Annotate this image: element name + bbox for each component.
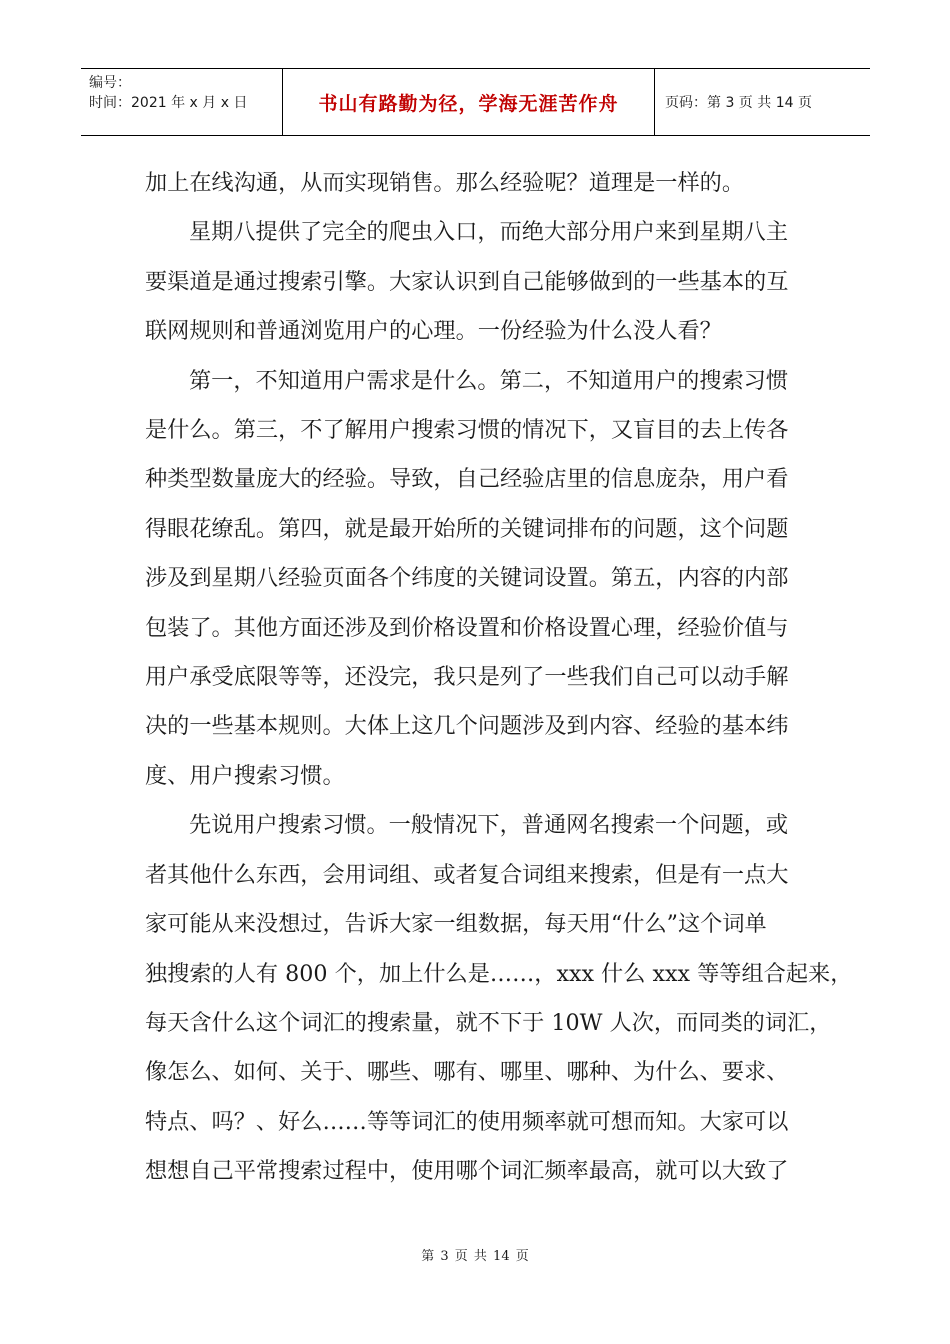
body-line: 得眼花缭乱。第四，就是最开始所的关键词排布的问题，这个问题 — [145, 515, 789, 542]
footer-page-number: 第 3 页 共 14 页 — [421, 1249, 529, 1264]
document-number-label: 编号： — [89, 75, 131, 91]
body-line: 决的一些基本规则。大体上这几个问题涉及到内容、经验的基本纬 — [145, 713, 789, 740]
header-page-info-cell — [655, 69, 870, 135]
body-line: 是什么。第三，不了解用户搜索习惯的情况下，又盲目的去上传各 — [145, 417, 789, 444]
document-date: 时间：2021 年 x 月 x 日 — [89, 95, 248, 111]
body-line: 涉及到星期八经验页面各个纬度的关键词设置。第五，内容的内部 — [145, 565, 789, 592]
body-line: 用户承受底限等等，还没完，我只是列了一些我们自己可以动手解 — [145, 664, 789, 691]
header-motto-cell — [283, 69, 655, 135]
page-footer — [0, 1245, 950, 1264]
body-line: 想想自己平常搜索过程中，使用哪个词汇频率最高，就可以大致了 — [145, 1158, 789, 1185]
body-line: 星期八提供了完全的爬虫入口，而绝大部分用户来到星期八主 — [189, 219, 789, 246]
header-motto: 书山有路勤为径，学海无涯苦作舟 — [318, 92, 619, 115]
document-body — [145, 159, 853, 1197]
body-line: 加上在线沟通，从而实现销售。那么经验呢？道理是一样的。 — [145, 170, 745, 196]
body-line: 像怎么、如何、关于、哪些、哪有、哪里、哪种、为什么、要求、 — [145, 1059, 789, 1086]
body-line: 联网规则和普通浏览用户的心理。一份经验为什么没人看？ — [145, 318, 722, 345]
body-line: 包装了。其他方面还涉及到价格设置和价格设置心理，经验价值与 — [145, 614, 789, 641]
body-line: 家可能从来没想过，告诉大家一组数据，每天用“什么”这个词单 — [145, 911, 767, 938]
body-line: 者其他什么东西，会用词组、或者复合词组来搜索，但是有一点大 — [145, 861, 789, 888]
body-line: 种类型数量庞大的经验。导致，自己经验店里的信息庞杂，用户看 — [145, 466, 789, 493]
page-header — [81, 68, 870, 136]
body-line: 独搜索的人有 800 个，加上什么是……，xxx 什么 xxx 等等组合起来， — [145, 960, 853, 987]
body-line: 每天含什么这个词汇的搜索量，就不下于 10W 人次，而同类的词汇， — [145, 1009, 832, 1036]
header-page-info: 页码：第 3 页 共 14 页 — [665, 95, 812, 111]
body-line: 度、用户搜索习惯。 — [145, 762, 345, 789]
body-line: 第一，不知道用户需求是什么。第二，不知道用户的搜索习惯 — [189, 367, 789, 394]
header-meta — [81, 69, 283, 135]
body-line: 先说用户搜索习惯。一般情况下，普通网名搜索一个问题，或 — [189, 812, 789, 839]
body-line: 特点、吗？、好么……等等词汇的使用频率就可想而知。大家可以 — [145, 1108, 789, 1135]
body-line: 要渠道是通过搜索引擎。大家认识到自己能够做到的一些基本的互 — [145, 268, 789, 295]
